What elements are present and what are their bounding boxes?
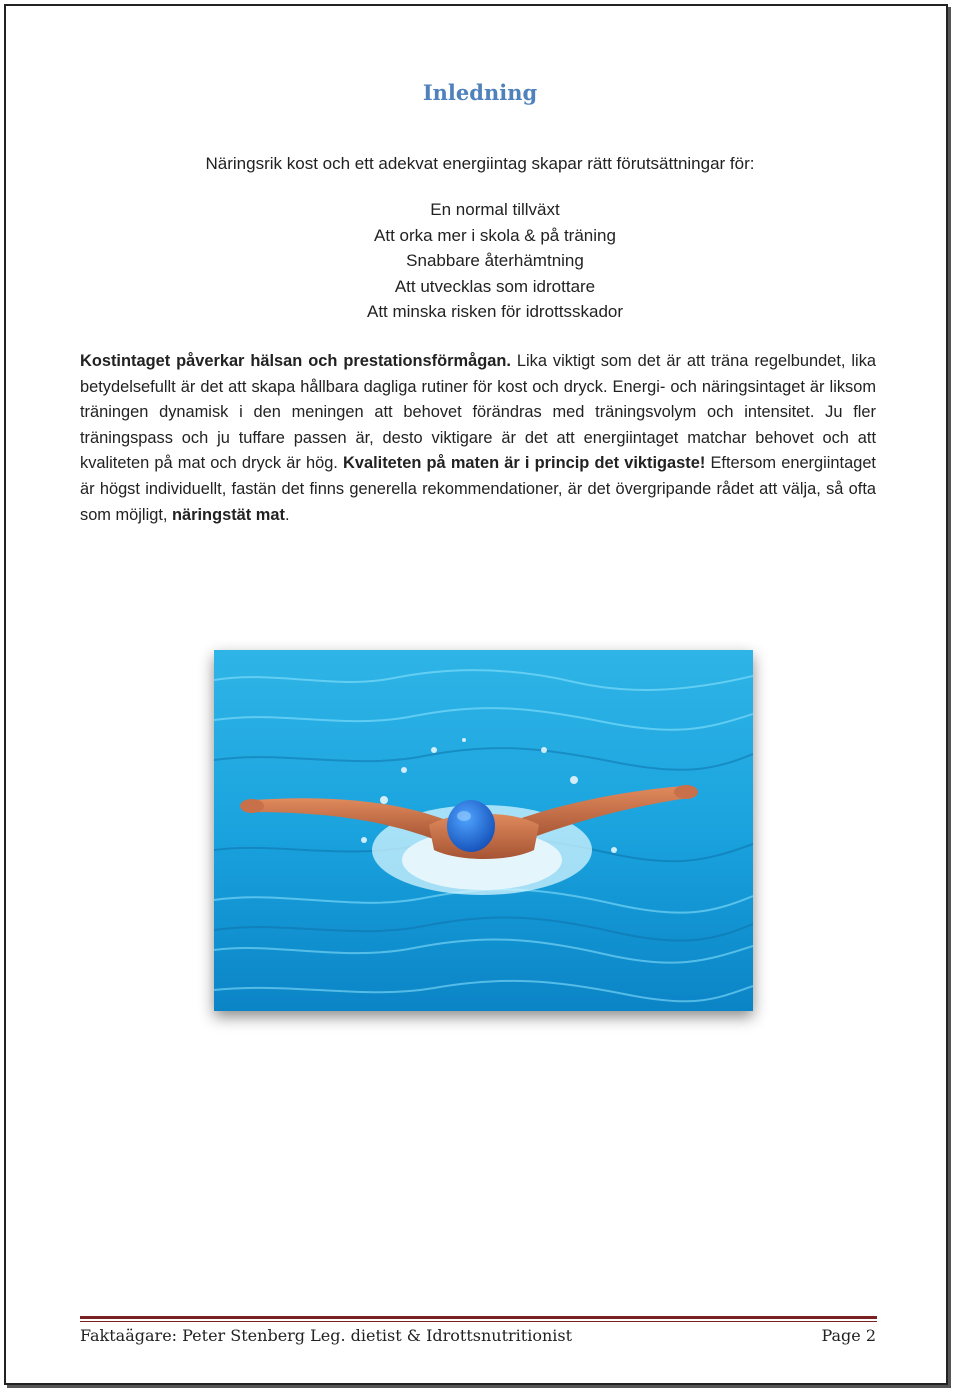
goal-item: Att utvecklas som idrottare [394,276,596,296]
goal-item: Att orka mer i skola & på träning [374,225,616,245]
page-number: Page 2 [821,1326,876,1345]
body-bold-3: Kvaliteten på maten är i princip det viktigaste! [343,454,706,473]
swimmer-photo [214,650,753,1011]
intro-text: Näringsrik kost och ett adekvat energiintag skapar rätt förutsättningar för: [205,154,755,173]
body-text-6: . [284,505,290,524]
goal-item: Att minska risken för idrottsskador [366,302,624,321]
goal-item: En normal tillväxt [430,200,560,219]
footer-rule [80,1316,877,1319]
body-text-2: Lika viktigt som det är att träna regelbundet, lika betydelsefullt är det att skapa hållbara dagliga rutiner för kost och dryck. Energi- och näringsintaget är liksom träningen dynamisk i den meningen att behovet förändras med träningsvolym och intensitet. Ju fler träningspass och ju tuffare passen är, desto viktigare är det att energiintaget matchar behovet och att kvaliteten på mat och dryck är hög. [80,352,876,473]
body-text-4: Eftersom energiintaget är högst individuellt, fastän det finns generella rekommendationer, är det övergripande rådet att välja, så ofta som möjligt, [80,454,876,524]
body-paragraph [80,349,876,528]
body-bold-5: näringstät mat [172,505,285,524]
goal-item: Snabbare återhämtning [406,251,584,270]
swimmer-illustration [214,650,753,1011]
footer-author: Faktaägare: Peter Stenberg Leg. dietist & Idrottsnutritionist [80,1326,573,1345]
page-title: Inledning [422,80,538,105]
footer-rule-thin [80,1321,877,1322]
body-bold-1: Kostintaget påverkar hälsan och prestationsförmågan. [80,352,511,370]
goals-list [0,197,960,325]
